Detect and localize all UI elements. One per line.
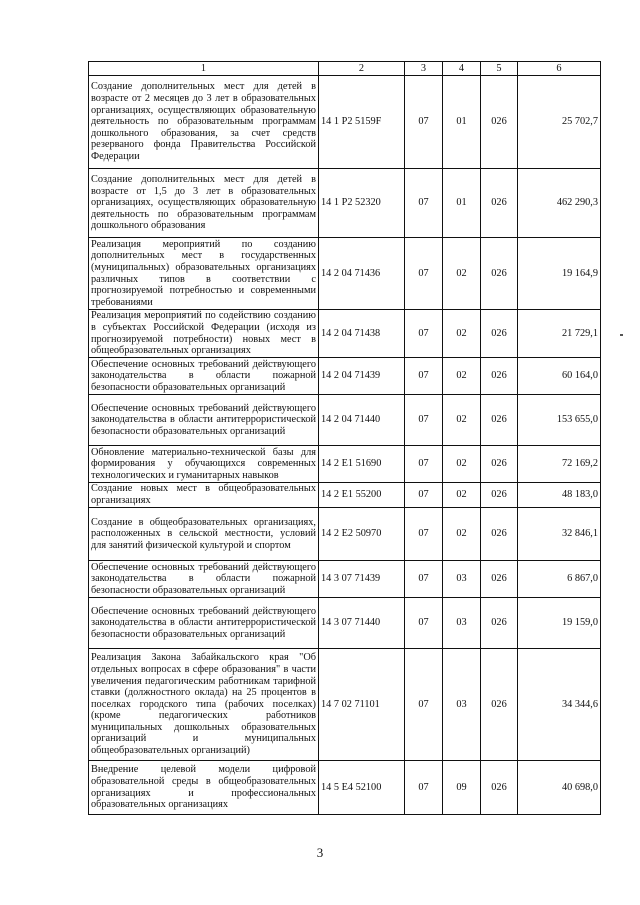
- table-row: [89, 483, 601, 508]
- row-code: 14 3 07 71439: [319, 561, 405, 598]
- header-col-2: 2: [319, 62, 405, 76]
- row-subsection: 03: [443, 561, 481, 598]
- table-row: [89, 358, 601, 395]
- row-subsection: 03: [443, 649, 481, 761]
- table-row: [89, 446, 601, 483]
- table-row: [89, 76, 601, 169]
- row-name: Обеспечение основных требований действующего законодательства в области антитеррористической безопасности образовательных организаций: [89, 598, 319, 649]
- row-section: 07: [405, 238, 443, 310]
- row-name: Обеспечение основных требований действующего законодательства в области пожарной безопасности образовательных организаций: [89, 561, 319, 598]
- row-section: 07: [405, 310, 443, 358]
- row-type: 026: [481, 649, 518, 761]
- row-section: 07: [405, 446, 443, 483]
- table-header-row: [89, 62, 601, 76]
- row-code: 14 2 E1 55200: [319, 483, 405, 508]
- row-amount: 6 867,0: [518, 561, 601, 598]
- row-amount: 34 344,6: [518, 649, 601, 761]
- row-amount: 19 164,9: [518, 238, 601, 310]
- header-col-6: 6: [518, 62, 601, 76]
- row-amount: 21 729,1: [518, 310, 601, 358]
- row-section: 07: [405, 483, 443, 508]
- table-row: [89, 761, 601, 815]
- row-amount: 40 698,0: [518, 761, 601, 815]
- row-amount: 19 159,0: [518, 598, 601, 649]
- scan-speck: [620, 334, 623, 336]
- row-name: Реализация мероприятий по созданию дополнительных мест в государственных (муниципальных) образовательных организациях различных типов в соответствии с прогнозируемой потребностью и современными требованиями: [89, 238, 319, 310]
- row-subsection: 01: [443, 76, 481, 169]
- row-type: 026: [481, 395, 518, 446]
- table-row: [89, 508, 601, 561]
- row-code: 14 3 07 71440: [319, 598, 405, 649]
- row-section: 07: [405, 169, 443, 238]
- table-row: [89, 649, 601, 761]
- table-row: [89, 598, 601, 649]
- row-subsection: 02: [443, 508, 481, 561]
- row-type: 026: [481, 358, 518, 395]
- row-name: Внедрение целевой модели цифровой образовательной среды в общеобразовательных организациях и профессиональных образовательных организациях: [89, 761, 319, 815]
- row-amount: 60 164,0: [518, 358, 601, 395]
- row-name: Создание дополнительных мест для детей в возрасте от 1,5 до 3 лет в образовательных организациях, осуществляющих образовательную деятельность по образовательным программам дошкольного образования: [89, 169, 319, 238]
- row-name: Создание в общеобразовательных организациях, расположенных в сельской местности, условий для занятий физической культурой и спортом: [89, 508, 319, 561]
- row-type: 026: [481, 561, 518, 598]
- row-code: 14 2 04 71436: [319, 238, 405, 310]
- row-name: Реализация мероприятий по содействию созданию в субъектах Российской Федерации (исходя из прогнозируемой потребности) новых мест в общеобразовательных организациях: [89, 310, 319, 358]
- table-row: [89, 238, 601, 310]
- row-subsection: 02: [443, 395, 481, 446]
- table-row: [89, 310, 601, 358]
- row-name: Создание дополнительных мест для детей в возрасте от 2 месяцев до 3 лет в образовательных организациях, осуществляющих образовательную деятельность по образовательным программам дошкольного образования, за счет средств резерваного фонда Правительства Российской Федерации: [89, 76, 319, 169]
- row-section: 07: [405, 358, 443, 395]
- row-subsection: 02: [443, 238, 481, 310]
- row-code: 14 7 02 71101: [319, 649, 405, 761]
- row-section: 07: [405, 561, 443, 598]
- header-col-1: 1: [89, 62, 319, 76]
- row-subsection: 03: [443, 598, 481, 649]
- row-type: 026: [481, 238, 518, 310]
- row-code: 14 2 04 71440: [319, 395, 405, 446]
- row-amount: 32 846,1: [518, 508, 601, 561]
- row-name: Создание новых мест в общеобразовательных организациях: [89, 483, 319, 508]
- row-section: 07: [405, 761, 443, 815]
- row-section: 07: [405, 598, 443, 649]
- row-amount: 25 702,7: [518, 76, 601, 169]
- row-section: 07: [405, 508, 443, 561]
- row-section: 07: [405, 395, 443, 446]
- row-subsection: 02: [443, 310, 481, 358]
- row-amount: 153 655,0: [518, 395, 601, 446]
- row-subsection: 02: [443, 446, 481, 483]
- row-type: 026: [481, 446, 518, 483]
- row-type: 026: [481, 483, 518, 508]
- table-row: [89, 169, 601, 238]
- row-amount: 72 169,2: [518, 446, 601, 483]
- row-type: 026: [481, 761, 518, 815]
- row-amount: 462 290,3: [518, 169, 601, 238]
- row-type: 026: [481, 76, 518, 169]
- row-type: 026: [481, 169, 518, 238]
- header-col-3: 3: [405, 62, 443, 76]
- row-amount: 48 183,0: [518, 483, 601, 508]
- row-name: Обновление материально-технической базы для формирования у обучающихся современных технологических и гуманитарных навыков: [89, 446, 319, 483]
- row-type: 026: [481, 508, 518, 561]
- row-subsection: 09: [443, 761, 481, 815]
- page-number: 3: [316, 845, 324, 860]
- header-col-5: 5: [481, 62, 518, 76]
- row-subsection: 01: [443, 169, 481, 238]
- row-type: 026: [481, 598, 518, 649]
- row-subsection: 02: [443, 483, 481, 508]
- table-row: [89, 561, 601, 598]
- header-col-4: 4: [443, 62, 481, 76]
- row-name: Обеспечение основных требований действующего законодательства в области пожарной безопасности образовательных организаций: [89, 358, 319, 395]
- row-code: 14 1 P2 5159F: [319, 76, 405, 169]
- row-subsection: 02: [443, 358, 481, 395]
- row-code: 14 1 P2 52320: [319, 169, 405, 238]
- row-section: 07: [405, 76, 443, 169]
- row-code: 14 5 E4 52100: [319, 761, 405, 815]
- row-section: 07: [405, 649, 443, 761]
- row-type: 026: [481, 310, 518, 358]
- budget-table: [88, 61, 601, 815]
- row-name: Реализация Закона Забайкальского края "Об отдельных вопросах в сфере образования" в части увеличения педагогическим работникам тарифной ставки (должностного оклада) на 25 процентов в поселках городского типа (рабочих поселках) (кроме педагогических работников муниципальных дошкольных образовательных организаций и муниципальных общеобразовательных организаций): [89, 649, 319, 761]
- row-code: 14 2 E1 51690: [319, 446, 405, 483]
- table-row: [89, 395, 601, 446]
- row-name: Обеспечение основных требований действующего законодательства в области антитеррористической безопасности образовательных организаций: [89, 395, 319, 446]
- row-code: 14 2 04 71439: [319, 358, 405, 395]
- row-code: 14 2 E2 50970: [319, 508, 405, 561]
- row-code: 14 2 04 71438: [319, 310, 405, 358]
